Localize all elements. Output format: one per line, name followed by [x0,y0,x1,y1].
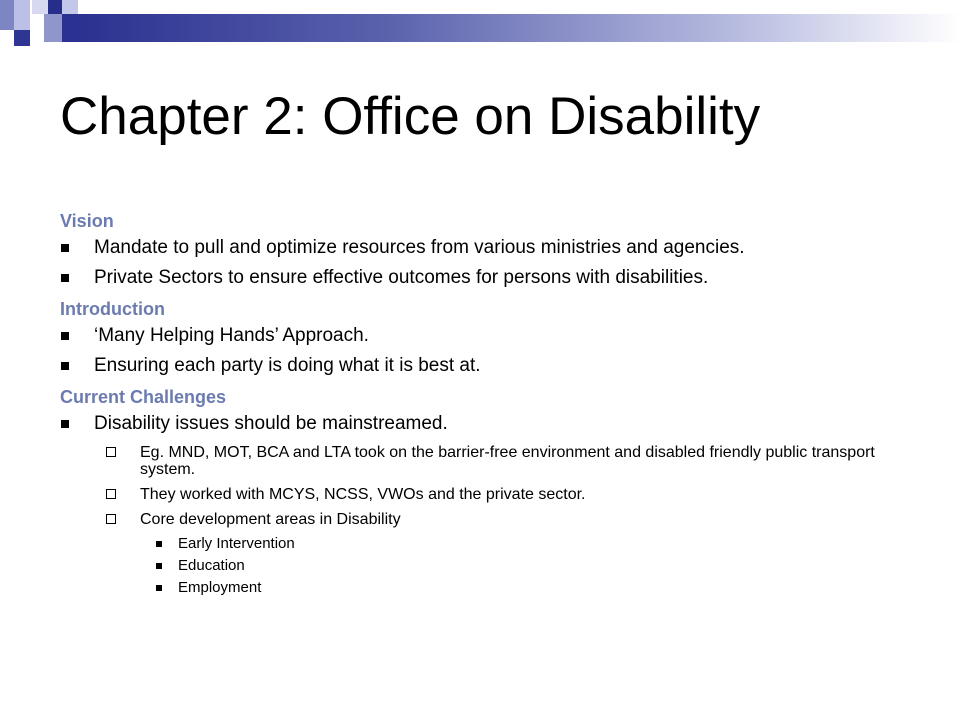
sub-sub-bullet-text: Education [178,557,245,574]
sub-sub-bullet-item [60,558,920,574]
square-bullet-icon [61,332,69,340]
sub-sub-bullet-item [60,536,920,552]
square-bullet-icon [61,420,69,428]
sub-bullet-text: Eg. MND, MOT, BCA and LTA took on the barrier-free environment and disabled friendly public transport system. [140,444,875,478]
section-heading-introduction: Introduction [60,299,165,319]
bullet-text: ‘Many Helping Hands’ Approach. [94,325,369,346]
sub-bullet-text: Core development areas in Disability [140,511,401,528]
header-decoration-square [0,0,14,30]
header-decoration-square [48,0,62,14]
hollow-square-bullet-icon [106,514,116,524]
sub-bullet-item [60,511,920,528]
header-gradient-bar [78,14,960,42]
bullet-item [60,326,920,346]
header-decoration-square [62,0,78,14]
sub-sub-bullet-item [60,580,920,596]
bullet-item [60,268,920,288]
slide-title: Chapter 2: Office on Disability [60,87,761,146]
sub-bullet-item [60,444,920,478]
slide-body [60,210,920,602]
header-decoration-square [14,30,30,46]
square-bullet-icon [61,274,69,282]
bullet-text: Mandate to pull and optimize resources from various ministries and agencies. [94,237,745,258]
sub-sub-bullet-text: Early Intervention [178,535,295,552]
header-decoration-square [62,14,78,42]
small-square-bullet-icon [156,563,162,569]
square-bullet-icon [61,362,69,370]
hollow-square-bullet-icon [106,489,116,499]
small-square-bullet-icon [156,541,162,547]
header-decoration-square [44,14,62,42]
square-bullet-icon [61,244,69,252]
bullet-text: Private Sectors to ensure effective outcomes for persons with disabilities. [94,267,709,288]
bullet-item [60,414,920,434]
bullet-item [60,238,920,258]
sub-bullet-text: They worked with MCYS, NCSS, VWOs and the private sector. [140,486,586,503]
header-decoration-square [32,0,48,14]
hollow-square-bullet-icon [106,447,116,457]
bullet-item [60,356,920,376]
sub-bullet-item [60,486,920,503]
header-decoration-square [14,0,30,30]
sub-sub-bullet-text: Employment [178,579,262,596]
header-decoration-square [30,30,44,42]
section-heading-vision: Vision [60,211,114,231]
bullet-text: Disability issues should be mainstreamed. [94,413,448,434]
small-square-bullet-icon [156,585,162,591]
bullet-text: Ensuring each party is doing what it is best at. [94,355,481,376]
section-heading-current-challenges: Current Challenges [60,387,227,407]
